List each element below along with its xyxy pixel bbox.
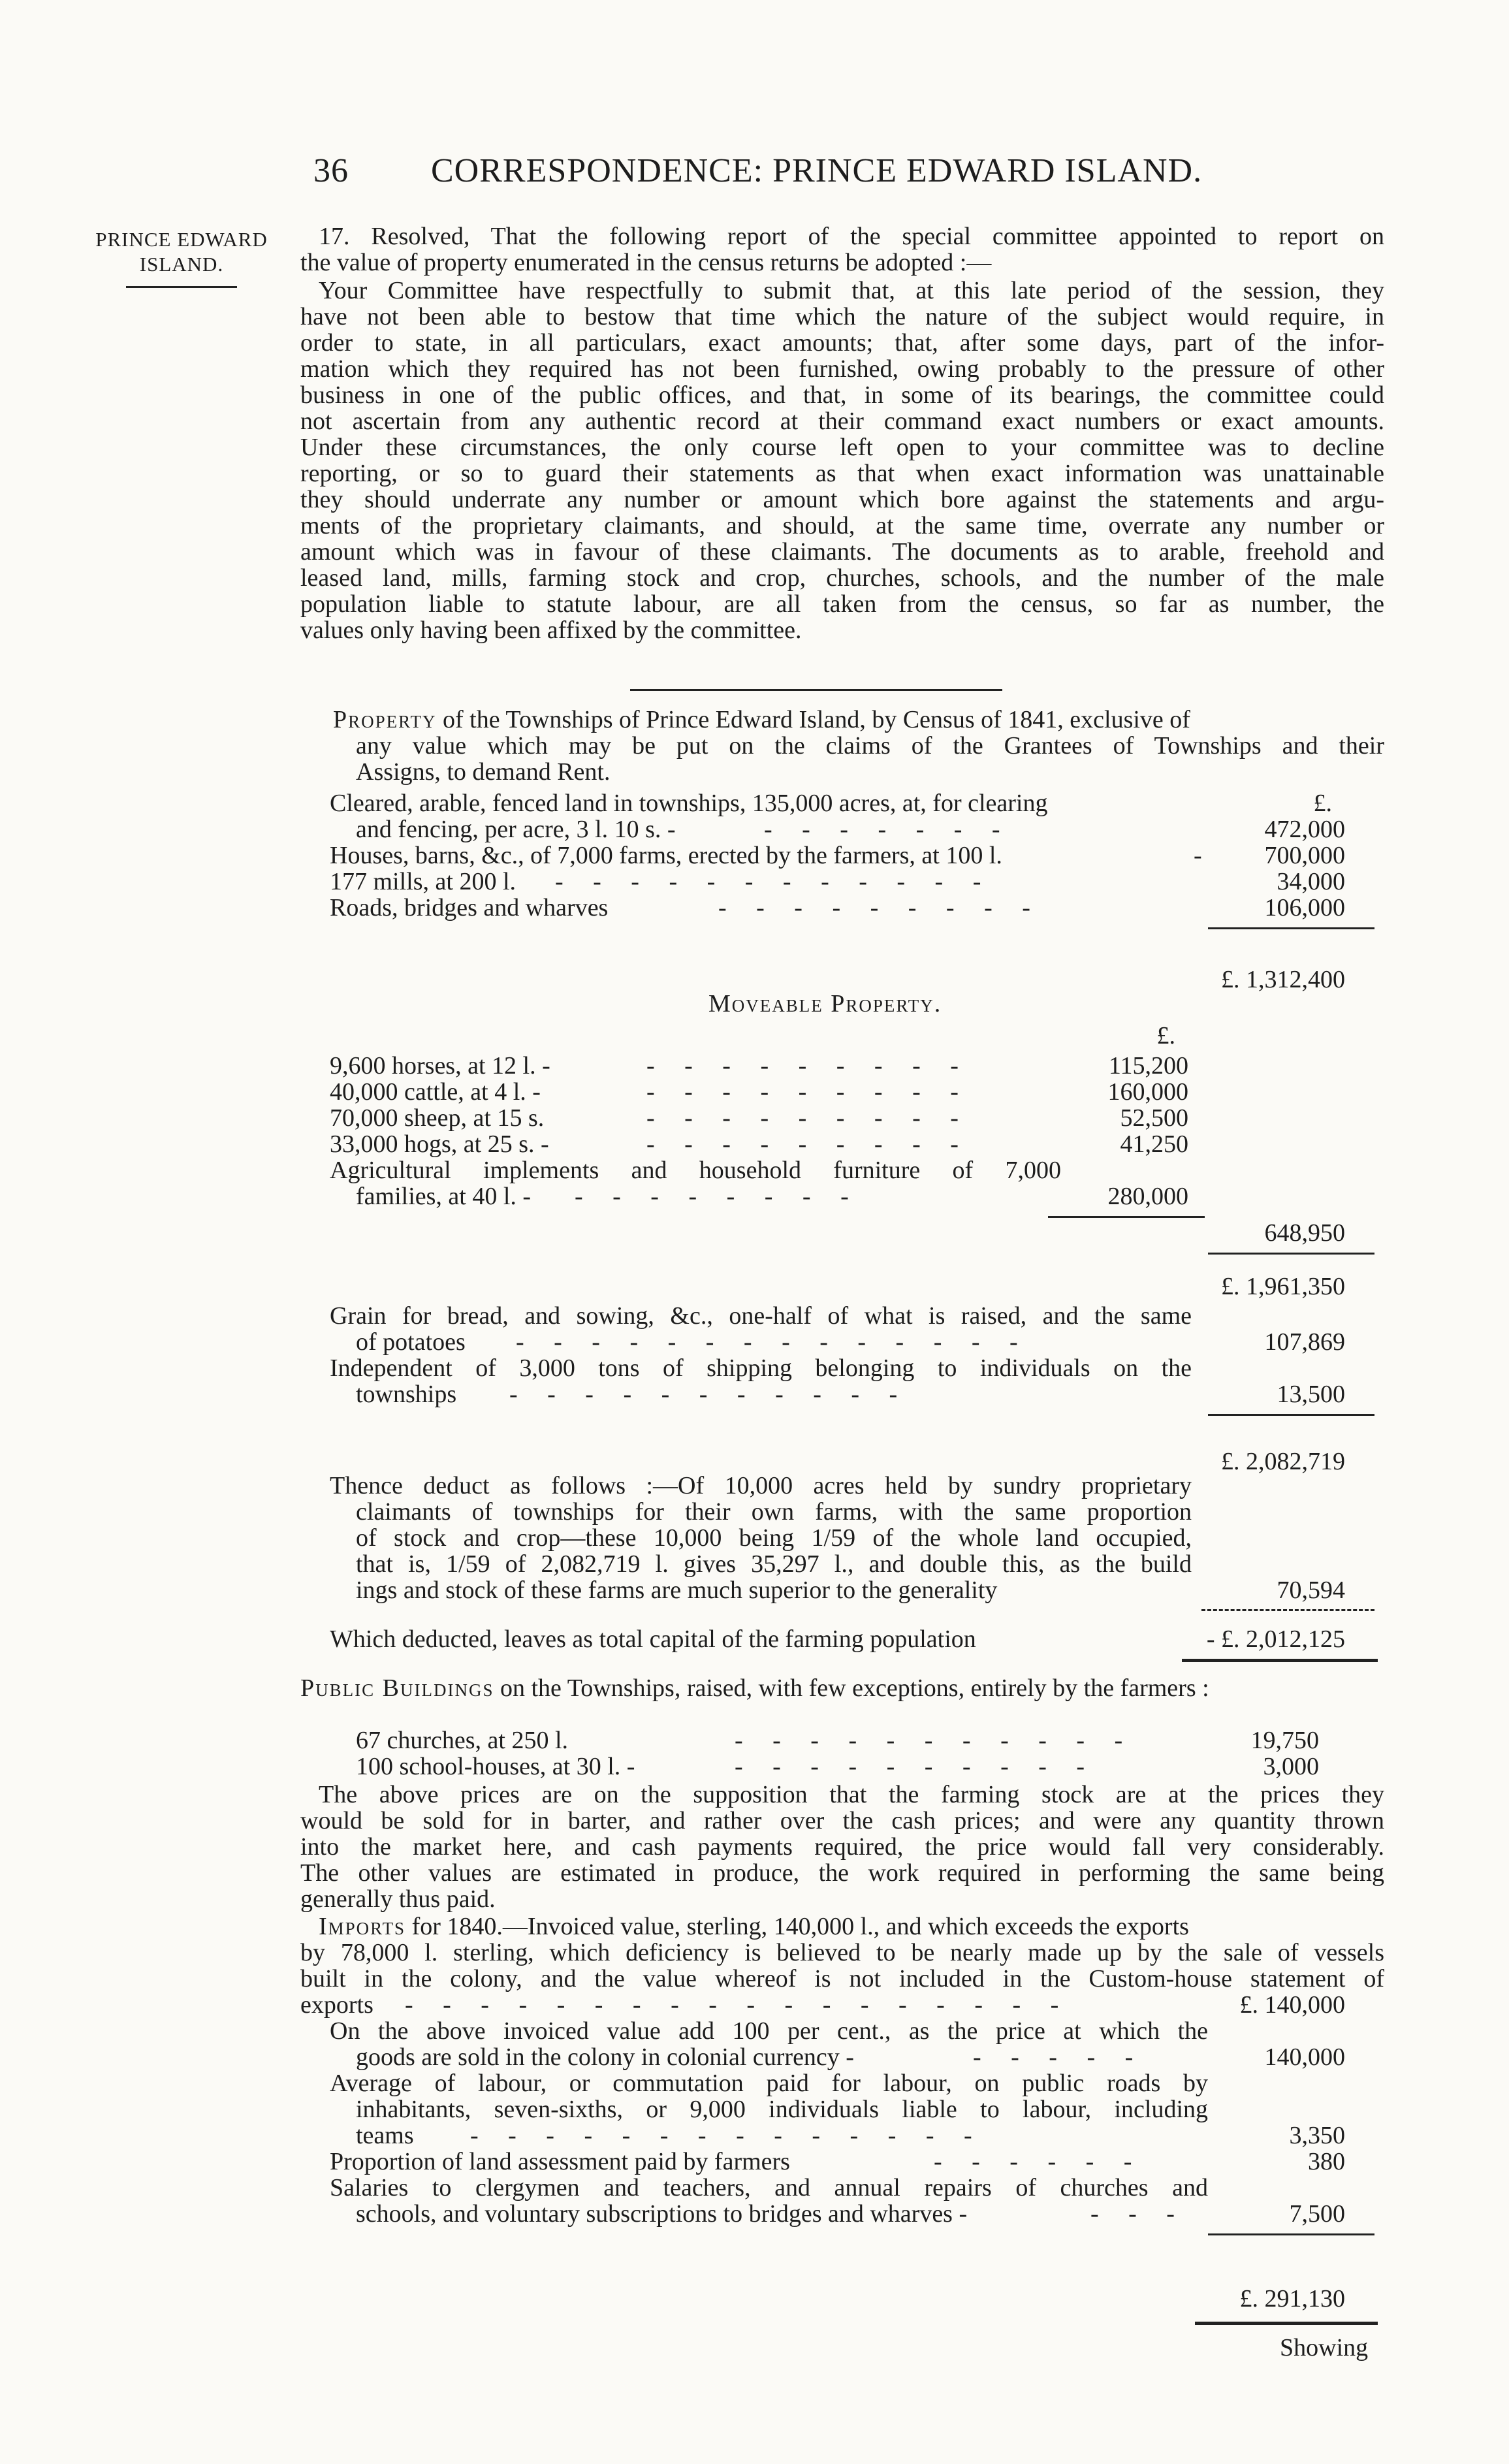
leader-dots: - - - - - - - - - - - xyxy=(735,1727,1135,1754)
leader-dots: - - - - - - - - - xyxy=(646,1104,970,1132)
leader-dots: - - - - - xyxy=(973,2043,1145,2071)
leader-dots: - - - - - - - - - xyxy=(646,1078,970,1106)
sum-rule xyxy=(1208,1414,1374,1416)
report-line: amount which was in favour of these claimants. The documents as to arable, freehold and xyxy=(300,539,1384,565)
report-line: they should underrate any number or amount which bore against the statements and argu- xyxy=(300,487,1384,513)
entry-text: 70,000 sheep, at 15 s. xyxy=(330,1104,545,1132)
resolution-line-2: the value of property enumerated in the census returns be adopted :— xyxy=(300,249,992,276)
entry-value: 280,000 xyxy=(1107,1183,1188,1210)
entry-text: 67 churches, at 250 l. xyxy=(356,1727,569,1754)
entry-text: Cleared, arable, fenced land in townships, 135,000 acres, at, for clearing xyxy=(330,790,1048,817)
note-line: into the market here, and cash payments required, the price would fall very considerably. xyxy=(300,1834,1384,1860)
public-heading-rest: on the Townships, raised, with few exceptions, entirely by the farmers : xyxy=(494,1674,1209,1702)
moveable-total: 648,950 xyxy=(1264,1219,1345,1247)
note-line: would be sold for in barter, and rather over the cash prices; and were any quantity thrown xyxy=(300,1808,1384,1834)
imports-line-4: exports xyxy=(300,1991,373,2019)
entry-value: 106,000 xyxy=(1264,894,1345,921)
leader-dots: - - - - - - - xyxy=(764,816,1012,843)
grand-total-2: £. 2,082,719 xyxy=(1221,1448,1345,1475)
page-number: 36 xyxy=(313,152,349,189)
note-line: generally thus paid. xyxy=(300,1885,496,1913)
sum-rule xyxy=(1208,2233,1374,2235)
grand-total-1: £. 1,961,350 xyxy=(1221,1273,1345,1300)
entry-text: 33,000 hogs, at 25 s. - xyxy=(330,1130,549,1158)
report-line: values only having been affixed by the committee. xyxy=(300,616,802,644)
entry-text: 177 mills, at 200 l. xyxy=(330,868,516,895)
deduct-line: claimants of townships for their own farms, with the same proportion xyxy=(356,1499,1192,1525)
deduct-line: of stock and crop—these 10,000 being 1/59 of the whole land occupied, xyxy=(356,1525,1192,1551)
currency-header: £. xyxy=(1156,1022,1175,1049)
page-title: CORRESPONDENCE: PRINCE EDWARD ISLAND. xyxy=(431,152,1203,189)
leader-dots: - - - - - - - - - - - - - - - - - - xyxy=(405,1991,1071,2019)
entry-text: and fencing, per acre, 3 l. 10 s. - xyxy=(356,816,676,843)
report-line: order to state, in all particulars, exact amounts; that, after some days, part of the infor- xyxy=(300,330,1384,356)
margin-note xyxy=(77,227,286,288)
entry-text: families, at 40 l. - xyxy=(356,1183,532,1210)
leaves-value: - £. 2,012,125 xyxy=(1206,1625,1345,1653)
entry-text: Grain for bread, and sowing, &c., one-half of what is raised, and the same xyxy=(330,1303,1192,1329)
leader-dots: - - - - - - - - - - xyxy=(735,1753,1097,1780)
property-heading-line2: any value which may be put on the claims of the Grantees of Townships and their xyxy=(356,733,1384,759)
note-line: The other values are estimated in produce, the work required in performing the same being xyxy=(300,1860,1384,1886)
entry-value: 52,500 xyxy=(1120,1104,1188,1132)
entry-value: 19,750 xyxy=(1250,1727,1319,1754)
resolution-line-1: 17. Resolved, That the following report of the special committee appointed to report on xyxy=(319,223,1384,249)
entry-value: 3,350 xyxy=(1289,2122,1345,2149)
property-heading-line3: Assigns, to demand Rent. xyxy=(356,758,611,786)
entry-text: On the above invoiced value add 100 per cent., as the price at which the xyxy=(330,2018,1208,2044)
entry-value: 13,500 xyxy=(1277,1381,1345,1408)
entry-value: 700,000 xyxy=(1264,842,1345,869)
property-heading xyxy=(333,707,1190,733)
entry-text: Agricultural implements and household furniture of 7,000 xyxy=(330,1157,1061,1183)
double-rule xyxy=(1195,2322,1378,2325)
subtotal-value: £. 1,312,400 xyxy=(1221,966,1345,993)
entry-value: 472,000 xyxy=(1264,816,1345,843)
imports-line-3: built in the colony, and the value whereof is not included in the Custom-house statement of xyxy=(300,1966,1384,1992)
leader-dots: - - - - - - - - - - - - - - xyxy=(470,2122,984,2149)
deduct-line: Thence deduct as follows :—Of 10,000 acres held by sundry proprietary xyxy=(330,1473,1192,1499)
margin-note-line1: PRINCE EDWARD xyxy=(95,228,268,251)
report-line: business in one of the public offices, and that, in some of its bearings, the committee could xyxy=(300,382,1384,408)
entry-value: 34,000 xyxy=(1277,868,1345,895)
note-line: The above prices are on the supposition that the farming stock are at the prices they xyxy=(319,1782,1384,1808)
imports-line-2: by 78,000 l. sterling, which deficiency is believed to be nearly made up by the sale of vessels xyxy=(300,1940,1384,1966)
imports-total: £. 291,130 xyxy=(1239,2285,1345,2312)
leader-dots: - - - - - - xyxy=(934,2148,1144,2175)
currency-header: £. xyxy=(1313,790,1332,817)
public-heading-sc: Public Buildings xyxy=(300,1674,494,1702)
entry-value: 380 xyxy=(1308,2148,1345,2175)
entry-value: 115,200 xyxy=(1108,1052,1188,1080)
entry-text: teams xyxy=(356,2122,414,2149)
moveable-heading: Moveable Property. xyxy=(708,990,942,1017)
report-line: ments of the proprietary claimants, and should, at the same time, overrate any number or xyxy=(300,513,1384,539)
entry-text: townships xyxy=(356,1381,457,1408)
entry-value: 160,000 xyxy=(1107,1078,1188,1106)
margin-note-line2: ISLAND. xyxy=(139,253,224,276)
deduct-value: 70,594 xyxy=(1277,1576,1345,1604)
property-heading-line1: of the Townships of Prince Edward Island, by Census of 1841, exclusive of xyxy=(436,706,1190,733)
entry-value: 7,500 xyxy=(1289,2200,1345,2228)
entry-text: Independent of 3,000 tons of shipping belonging to individuals on the xyxy=(330,1355,1192,1381)
imports-line-1: for 1840.—Invoiced value, sterling, 140,000 l., and which exceeds the exports xyxy=(405,1913,1189,1940)
report-line: Your Committee have respectfully to submit that, at this late period of the session, they xyxy=(319,278,1384,304)
leader-dots: - - - - - - - - - - - - xyxy=(555,868,993,895)
leader-dots: - - - - - - - - - xyxy=(718,894,1042,921)
report-line: not ascertain from any authentic record at their command exact numbers or exact amounts. xyxy=(300,408,1384,434)
section-divider xyxy=(630,689,1002,691)
entry-text: inhabitants, seven-sixths, or 9,000 individuals liable to labour, including xyxy=(356,2096,1208,2122)
entry-value: 41,250 xyxy=(1120,1130,1188,1158)
imports-heading xyxy=(319,1913,1189,1940)
report-line: leased land, mills, farming stock and crop, churches, schools, and the number of the male xyxy=(300,565,1384,591)
deduct-line: ings and stock of these farms are much superior to the generality xyxy=(356,1576,998,1604)
report-line: mation which they required has not been furnished, owing probably to the pressure of other xyxy=(300,356,1384,382)
property-heading-sc: Property xyxy=(333,706,437,733)
deduct-line: that is, 1/59 of 2,082,719 l. gives 35,297 l., and double this, as the build xyxy=(356,1551,1192,1577)
entry-text: Houses, barns, &c., of 7,000 farms, erected by the farmers, at 100 l. xyxy=(330,842,1002,869)
leader-dots: - - - xyxy=(1090,2200,1186,2228)
public-heading xyxy=(300,1675,1209,1701)
margin-note-rule xyxy=(126,286,237,288)
leader-dots: - xyxy=(1194,842,1202,869)
leader-dots: - - - - - - - - - xyxy=(646,1052,970,1080)
entry-value: 107,869 xyxy=(1264,1328,1345,1356)
leader-dots: - - - - - - - - xyxy=(575,1183,861,1210)
entry-text: schools, and voluntary subscriptions to bridges and wharves - xyxy=(356,2200,968,2228)
sum-rule xyxy=(1048,1216,1205,1218)
report-line: have not been able to bestow that time which the nature of the subject would require, in xyxy=(300,304,1384,330)
entry-text: Average of labour, or commutation paid for labour, on public roads by xyxy=(330,2070,1208,2096)
entry-value: 140,000 xyxy=(1264,2043,1345,2071)
double-rule xyxy=(1182,1659,1378,1662)
report-line: population liable to statute labour, are all taken from the census, so far as number, the xyxy=(300,591,1384,617)
imports-heading-sc: Imports xyxy=(319,1913,406,1940)
leader-dots: - - - - - - - - - - - xyxy=(509,1381,910,1408)
entry-text: 100 school-houses, at 30 l. - xyxy=(356,1753,635,1780)
entry-text: Proportion of land assessment paid by farmers xyxy=(330,2148,790,2175)
entry-text: 9,600 horses, at 12 l. - xyxy=(330,1052,550,1080)
entry-value: 3,000 xyxy=(1263,1753,1319,1780)
report-line: reporting, or so to guard their statements as that when exact information was unattainable xyxy=(300,460,1384,487)
leader-dots: - - - - - - - - - - - - - - xyxy=(516,1328,1030,1356)
leaves-text: Which deducted, leaves as total capital of the farming population xyxy=(330,1625,976,1653)
sum-rule xyxy=(1201,1609,1374,1611)
leader-dots: - - - - - - - - - xyxy=(646,1130,970,1158)
sum-rule xyxy=(1208,927,1374,929)
entry-text: Salaries to clergymen and teachers, and annual repairs of churches and xyxy=(330,2175,1208,2201)
report-line: Under these circumstances, the only course left open to your committee was to decline xyxy=(300,434,1384,460)
entry-text: goods are sold in the colony in colonial currency - xyxy=(356,2043,854,2071)
sum-rule xyxy=(1208,1253,1374,1255)
catchword: Showing xyxy=(1280,2334,1369,2361)
entry-text: 40,000 cattle, at 4 l. - xyxy=(330,1078,541,1106)
entry-text: Roads, bridges and wharves xyxy=(330,894,609,921)
imports-value: £. 140,000 xyxy=(1239,1991,1345,2019)
entry-text: of potatoes xyxy=(356,1328,466,1356)
